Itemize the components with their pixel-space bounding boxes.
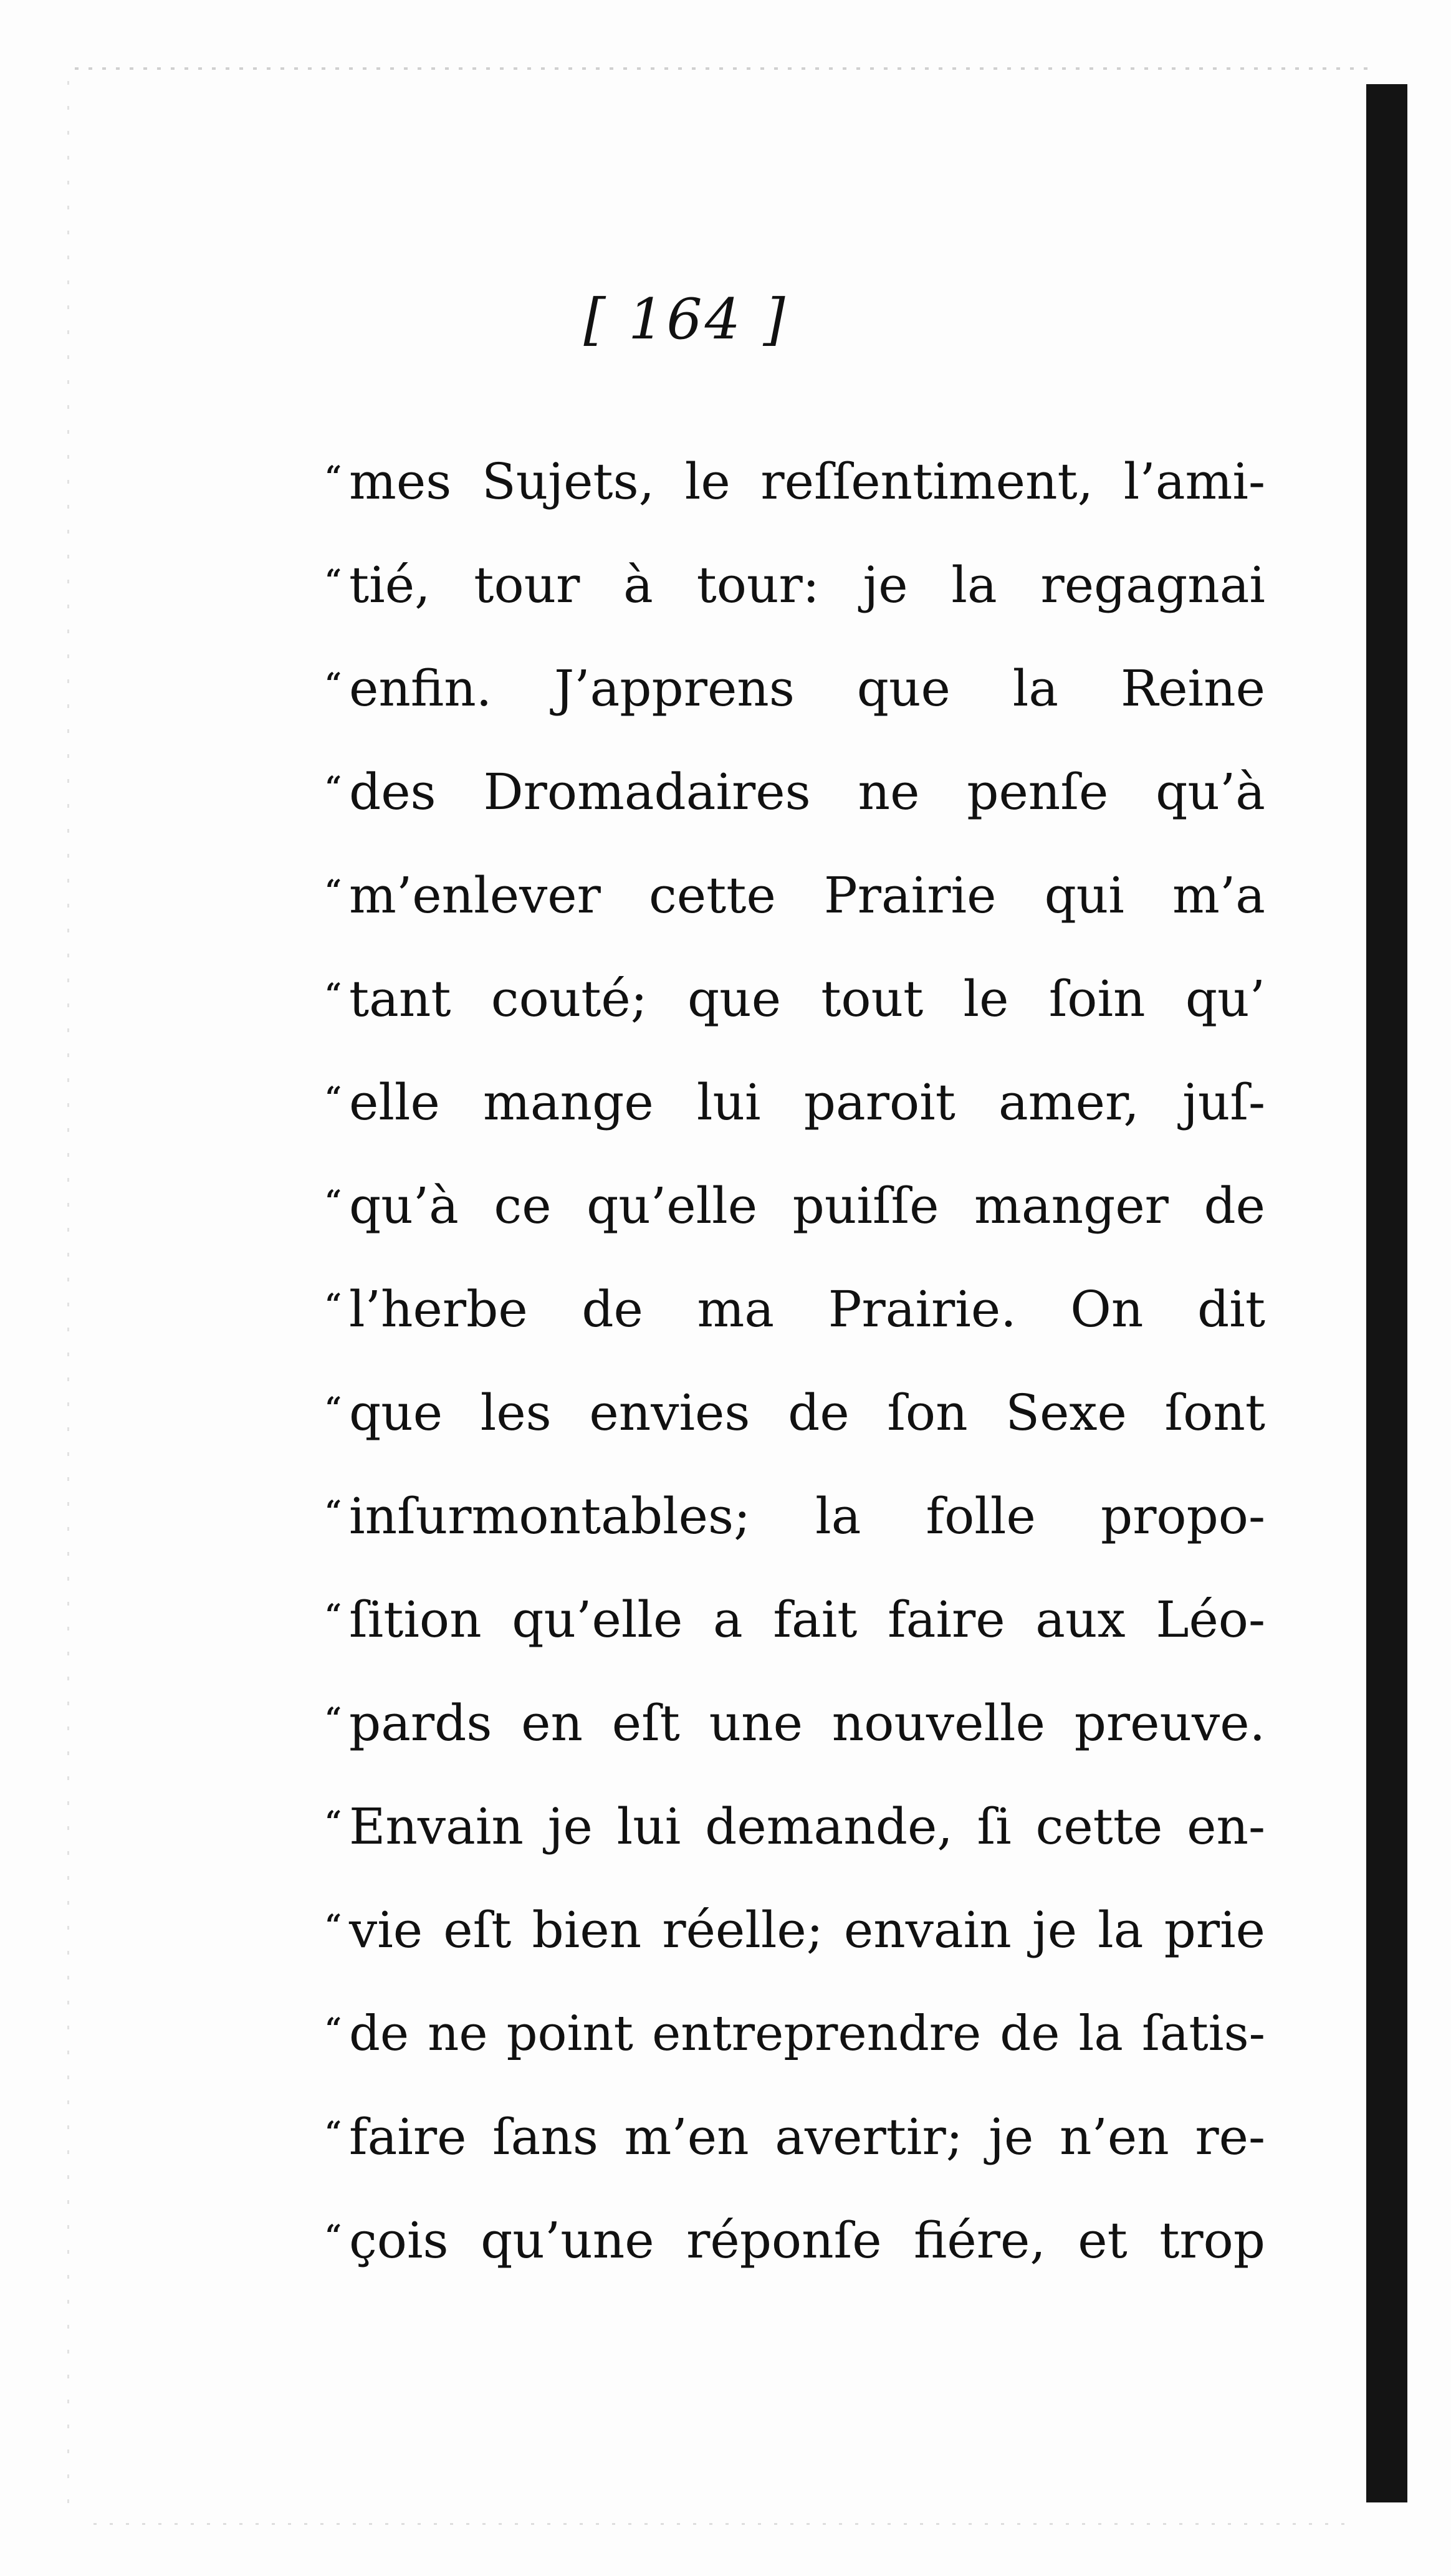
text-line: [325, 947, 1265, 1051]
quote-mark: “: [325, 976, 342, 1010]
text-line: [325, 430, 1265, 534]
quote-mark: “: [325, 769, 342, 803]
quote-mark: “: [325, 2218, 342, 2252]
quote-mark: “: [325, 666, 342, 700]
text-line: [325, 1982, 1265, 2085]
body-text: [325, 430, 1265, 2292]
line-text: des Dromadaires ne penſe qu’à: [349, 763, 1265, 821]
line-text: tant couté; que tout le ſoin qu’: [349, 970, 1265, 1028]
quote-mark: “: [325, 1597, 342, 1631]
line-text: çois qu’une réponſe fiére, et trop: [349, 2211, 1265, 2269]
text-line: [325, 1154, 1265, 1258]
text-line: [325, 1879, 1265, 1982]
line-text: qu’à ce qu’elle puiſſe manger de: [349, 1177, 1265, 1235]
text-line: [325, 1051, 1265, 1154]
quote-mark: “: [325, 2011, 342, 2045]
quote-mark: “: [325, 1183, 342, 1217]
quote-mark: “: [325, 1907, 342, 1942]
line-text: m’enlever cette Prairie qui m’a: [349, 866, 1265, 924]
line-text: elle mange lui paroit amer, juſ-: [349, 1073, 1265, 1131]
line-text: Envain je lui demande, ſi cette en-: [349, 1798, 1265, 1855]
text-line: [325, 2085, 1265, 2189]
line-text: ſition qu’elle a fait faire aux Léo-: [349, 1591, 1265, 1649]
page-bottom-edge: [93, 2523, 1353, 2525]
text-line: [325, 740, 1265, 844]
text-line: [325, 1775, 1265, 1879]
quote-mark: “: [325, 1080, 342, 1114]
line-text: faire ſans m’en avertir; je n’en re-: [349, 2108, 1265, 2166]
text-line: [325, 1361, 1265, 1465]
line-text: enfin. J’apprens que la Reine: [349, 659, 1265, 717]
text-line: [325, 637, 1265, 740]
page-number: [ 164 ]: [583, 287, 788, 352]
quote-mark: “: [325, 1286, 342, 1321]
page-top-edge: [75, 67, 1371, 70]
line-text: vie eſt bien réelle; envain je la prie: [349, 1901, 1265, 1959]
text-line: [325, 534, 1265, 637]
line-text: tié, tour à tour: je la regagnai: [349, 556, 1265, 614]
line-text: inſurmontables; la folle propo-: [349, 1487, 1265, 1545]
text-line: [325, 1465, 1265, 1568]
quote-mark: “: [325, 2114, 342, 2148]
text-line: [325, 844, 1265, 947]
text-line: [325, 1672, 1265, 1775]
quote-mark: “: [325, 1493, 342, 1528]
quote-mark: “: [325, 1700, 342, 1735]
quote-mark: “: [325, 1804, 342, 1838]
text-line: [325, 1258, 1265, 1361]
line-text: l’herbe de ma Prairie. On dit: [349, 1280, 1265, 1338]
text-line: [325, 2189, 1265, 2292]
page-left-edge: [67, 81, 69, 2512]
quote-mark: “: [325, 1390, 342, 1424]
line-text: que les envies de ſon Sexe ſont: [349, 1384, 1265, 1442]
binding-shadow: [1366, 84, 1407, 2502]
line-text: pards en eſt une nouvelle preuve.: [349, 1694, 1265, 1752]
quote-mark: “: [325, 873, 342, 907]
line-text: de ne point entreprendre de la ſatis-: [349, 2006, 1265, 2062]
text-line: [325, 1568, 1265, 1672]
line-text: mes Sujets, le reſſentiment, l’ami-: [349, 452, 1265, 510]
quote-mark: “: [325, 459, 342, 493]
quote-mark: “: [325, 562, 342, 596]
